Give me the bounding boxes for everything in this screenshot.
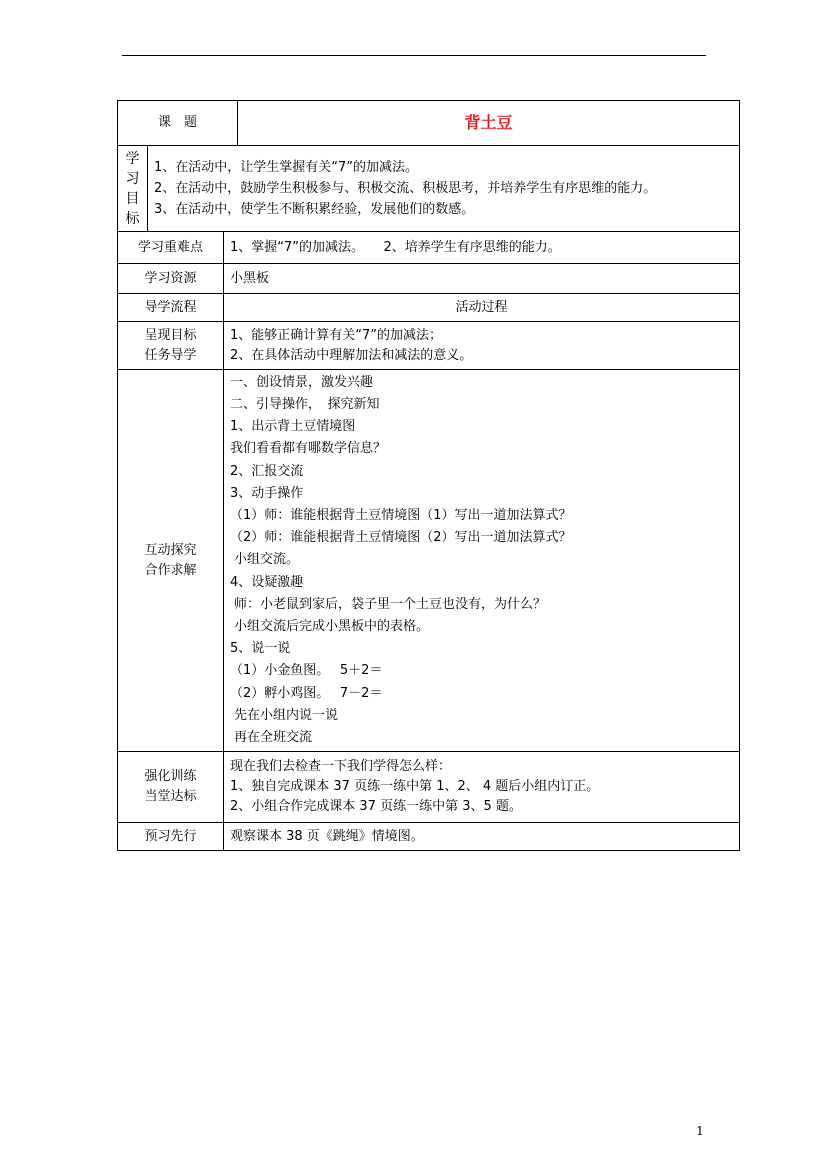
step-line: 我们看看都有哪数学信息？ [230,441,387,457]
practice-label-line: 当堂达标 [144,789,197,804]
step-line: （1）小金鱼图。 5＋2＝ [230,663,383,679]
key-points-text: 1、掌握“7”的加减法。 2、培养学生有序思维的能力。 [224,232,740,264]
practice-label-line: 强化训练 [144,769,197,784]
step-line: 再在全班交流 [234,730,313,746]
explore-label-line: 合作求解 [144,562,197,578]
step-line: 4、设疑激趣 [230,574,304,590]
resources-text: 小黑板 [224,264,740,294]
process-header-row [118,294,740,322]
step-line: 二、引导操作， 探究新知 [230,396,380,412]
goals-label-char: 学 [125,150,140,167]
preview-row [118,823,740,851]
targets-label-line: 任务导学 [144,347,197,363]
step-line: 3、动手操作 [230,485,304,501]
lesson-title: 背土豆 [238,101,740,146]
key-points-row [118,232,740,264]
topic-label: 课 题 [118,101,238,146]
goal-item: 1、在活动中，让学生掌握有关“7”的加减法。 [154,159,419,175]
step-line: 1、出示背土豆情境图 [230,419,356,435]
goals-content [148,146,740,232]
step-line: 先在小组内说一说 [234,707,339,723]
process-text: 活动过程 [224,294,740,322]
lesson-plan-table [117,100,740,851]
step-line: 5、说一说 [230,641,291,657]
explore-content [224,370,740,752]
step-line: 一、创设情景，激发兴趣 [230,374,374,390]
goals-row [118,146,740,232]
goal-item: 3、在活动中，使学生不断积累经验，发展他们的数感。 [154,202,475,218]
explore-label [118,370,224,752]
targets-content [224,322,740,370]
process-label: 导学流程 [118,294,224,322]
goal-item: 2、在活动中，鼓励学生积极参与、积极交流、积极思考，并培养学生有序思维的能力。 [154,180,657,196]
title-row [118,101,740,146]
resources-label: 学习资源 [118,264,224,294]
practice-label [118,752,224,823]
practice-item: 1、独自完成课本 37 页练一练中第 1、2、 4 题后小组内订正。 [230,779,600,794]
key-points-label: 学习重难点 [118,232,224,264]
targets-label [118,322,224,370]
target-item: 1、能够正确计算有关“7”的加减法； [230,327,443,343]
explore-label-line: 互动探究 [144,542,197,558]
targets-row [118,322,740,370]
page-number: 1 [696,1124,704,1138]
step-line: 2、汇报交流 [230,463,304,479]
step-line: 小组交流后完成小黑板中的表格。 [234,619,430,634]
step-line: 师：小老鼠到家后，袋子里一个土豆也没有，为什么？ [234,596,547,612]
goals-label [118,146,148,232]
targets-label-line: 呈现目标 [144,327,197,343]
header-rule [122,55,706,56]
preview-text: 观察课本 38 页《跳绳》情境图。 [224,823,740,851]
target-item: 2、在具体活动中理解加法和减法的意义。 [230,347,473,363]
preview-label: 预习先行 [118,823,224,851]
goals-label-char: 目 [125,190,140,207]
goals-label-char: 标 [125,210,140,227]
step-line: （2）孵小鸡图。 7－2＝ [230,685,383,701]
step-line: （1）师：谁能根据背土豆情境图（1）写出一道加法算式？ [230,507,572,523]
practice-row [118,752,740,823]
step-line: 小组交流。 [234,552,300,568]
goals-label-char: 习 [125,170,140,187]
explore-row [118,370,740,752]
resources-row [118,264,740,294]
practice-item: 2、小组合作完成课本 37 页练一练中第 3、5 题。 [230,799,522,814]
practice-item: 现在我们去检查一下我们学得怎么样： [230,759,452,774]
step-line: （2）师：谁能根据背土豆情境图（2）写出一道加法算式？ [230,530,572,546]
practice-content [224,752,740,823]
